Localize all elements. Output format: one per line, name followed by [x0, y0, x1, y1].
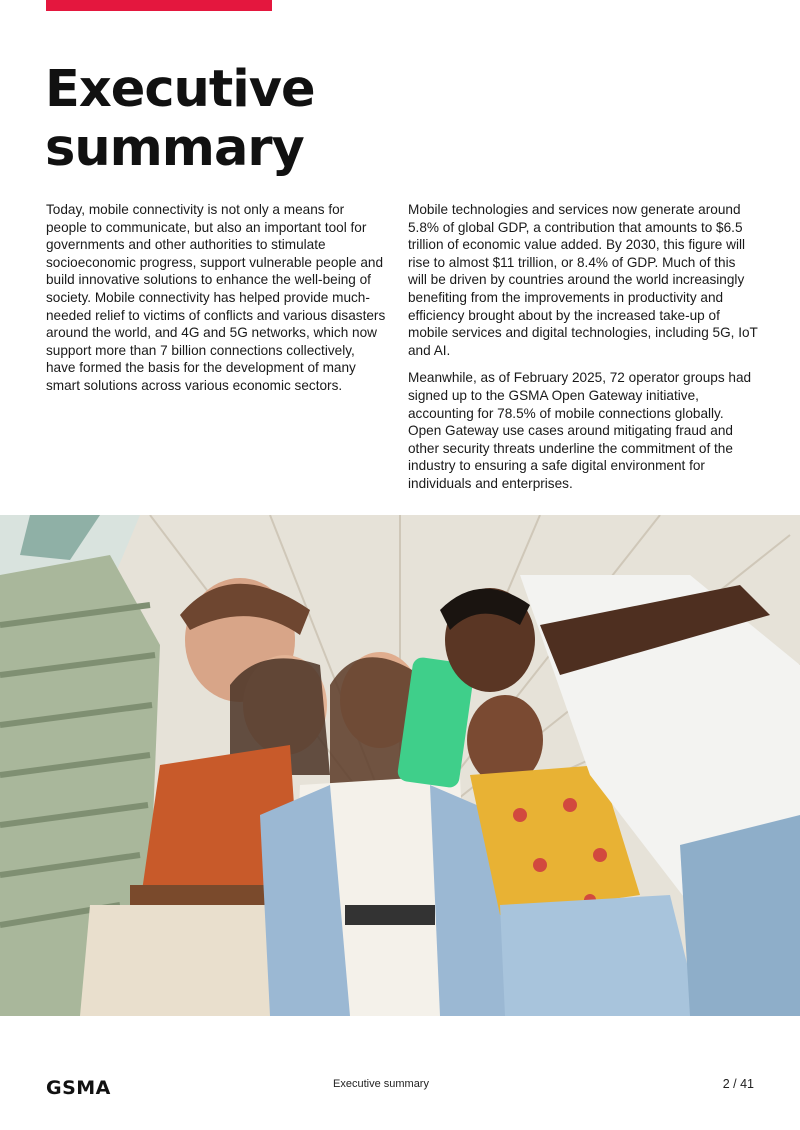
footer-section-label: Executive summary: [333, 1078, 429, 1090]
right-paragraph-1: Mobile technologies and services now generate around 5.8% of global GDP, a contribution that amounts to $6.5 trillion of economic value added. By 2030, this figure will rise to almost $11 trillion, or 8.4% of GDP. Much of this will be driven by countries around the world increasingly benefiting from the improvements in productivity and efficiency brought about by the increased take-up of mobile services and digital technologies, including 5G, IoT and AI.: [408, 202, 758, 358]
page-number: 2 / 41: [722, 1077, 754, 1091]
title-line-1: Executive: [45, 60, 315, 119]
accent-bar: [46, 0, 272, 11]
group-photo: [0, 515, 800, 1016]
right-column: [408, 201, 758, 503]
page-title: [45, 60, 315, 178]
left-column: [46, 201, 386, 405]
group-photo-image: [0, 515, 800, 1016]
right-paragraph-2: Meanwhile, as of February 2025, 72 operator groups had signed up to the GSMA Open Gateway initiative, accounting for 78.5% of mobile connections globally. Open Gateway use cases around mitigating fraud and other security threats underline the commitment of the industry to ensuring a safe digital environment for individuals and enterprises.: [408, 370, 752, 491]
gsma-logo: [46, 1077, 144, 1097]
title-line-2: summary: [45, 119, 304, 178]
gsma-logo-text: GSMA: [46, 1077, 111, 1097]
left-paragraph-1: Today, mobile connectivity is not only a means for people to communicate, but also an important tool for governments and other authorities to stimulate socioeconomic progress, support vulnerable people and build innovative solutions to enhance the well-being of society. Mobile connectivity has helped provide much-needed relief to victims of conflicts and various disasters around the world, and 4G and 5G networks, which now support more than 7 billion connections collectively, have formed the basis for the development of many smart solutions across various economic sectors.: [46, 202, 386, 393]
